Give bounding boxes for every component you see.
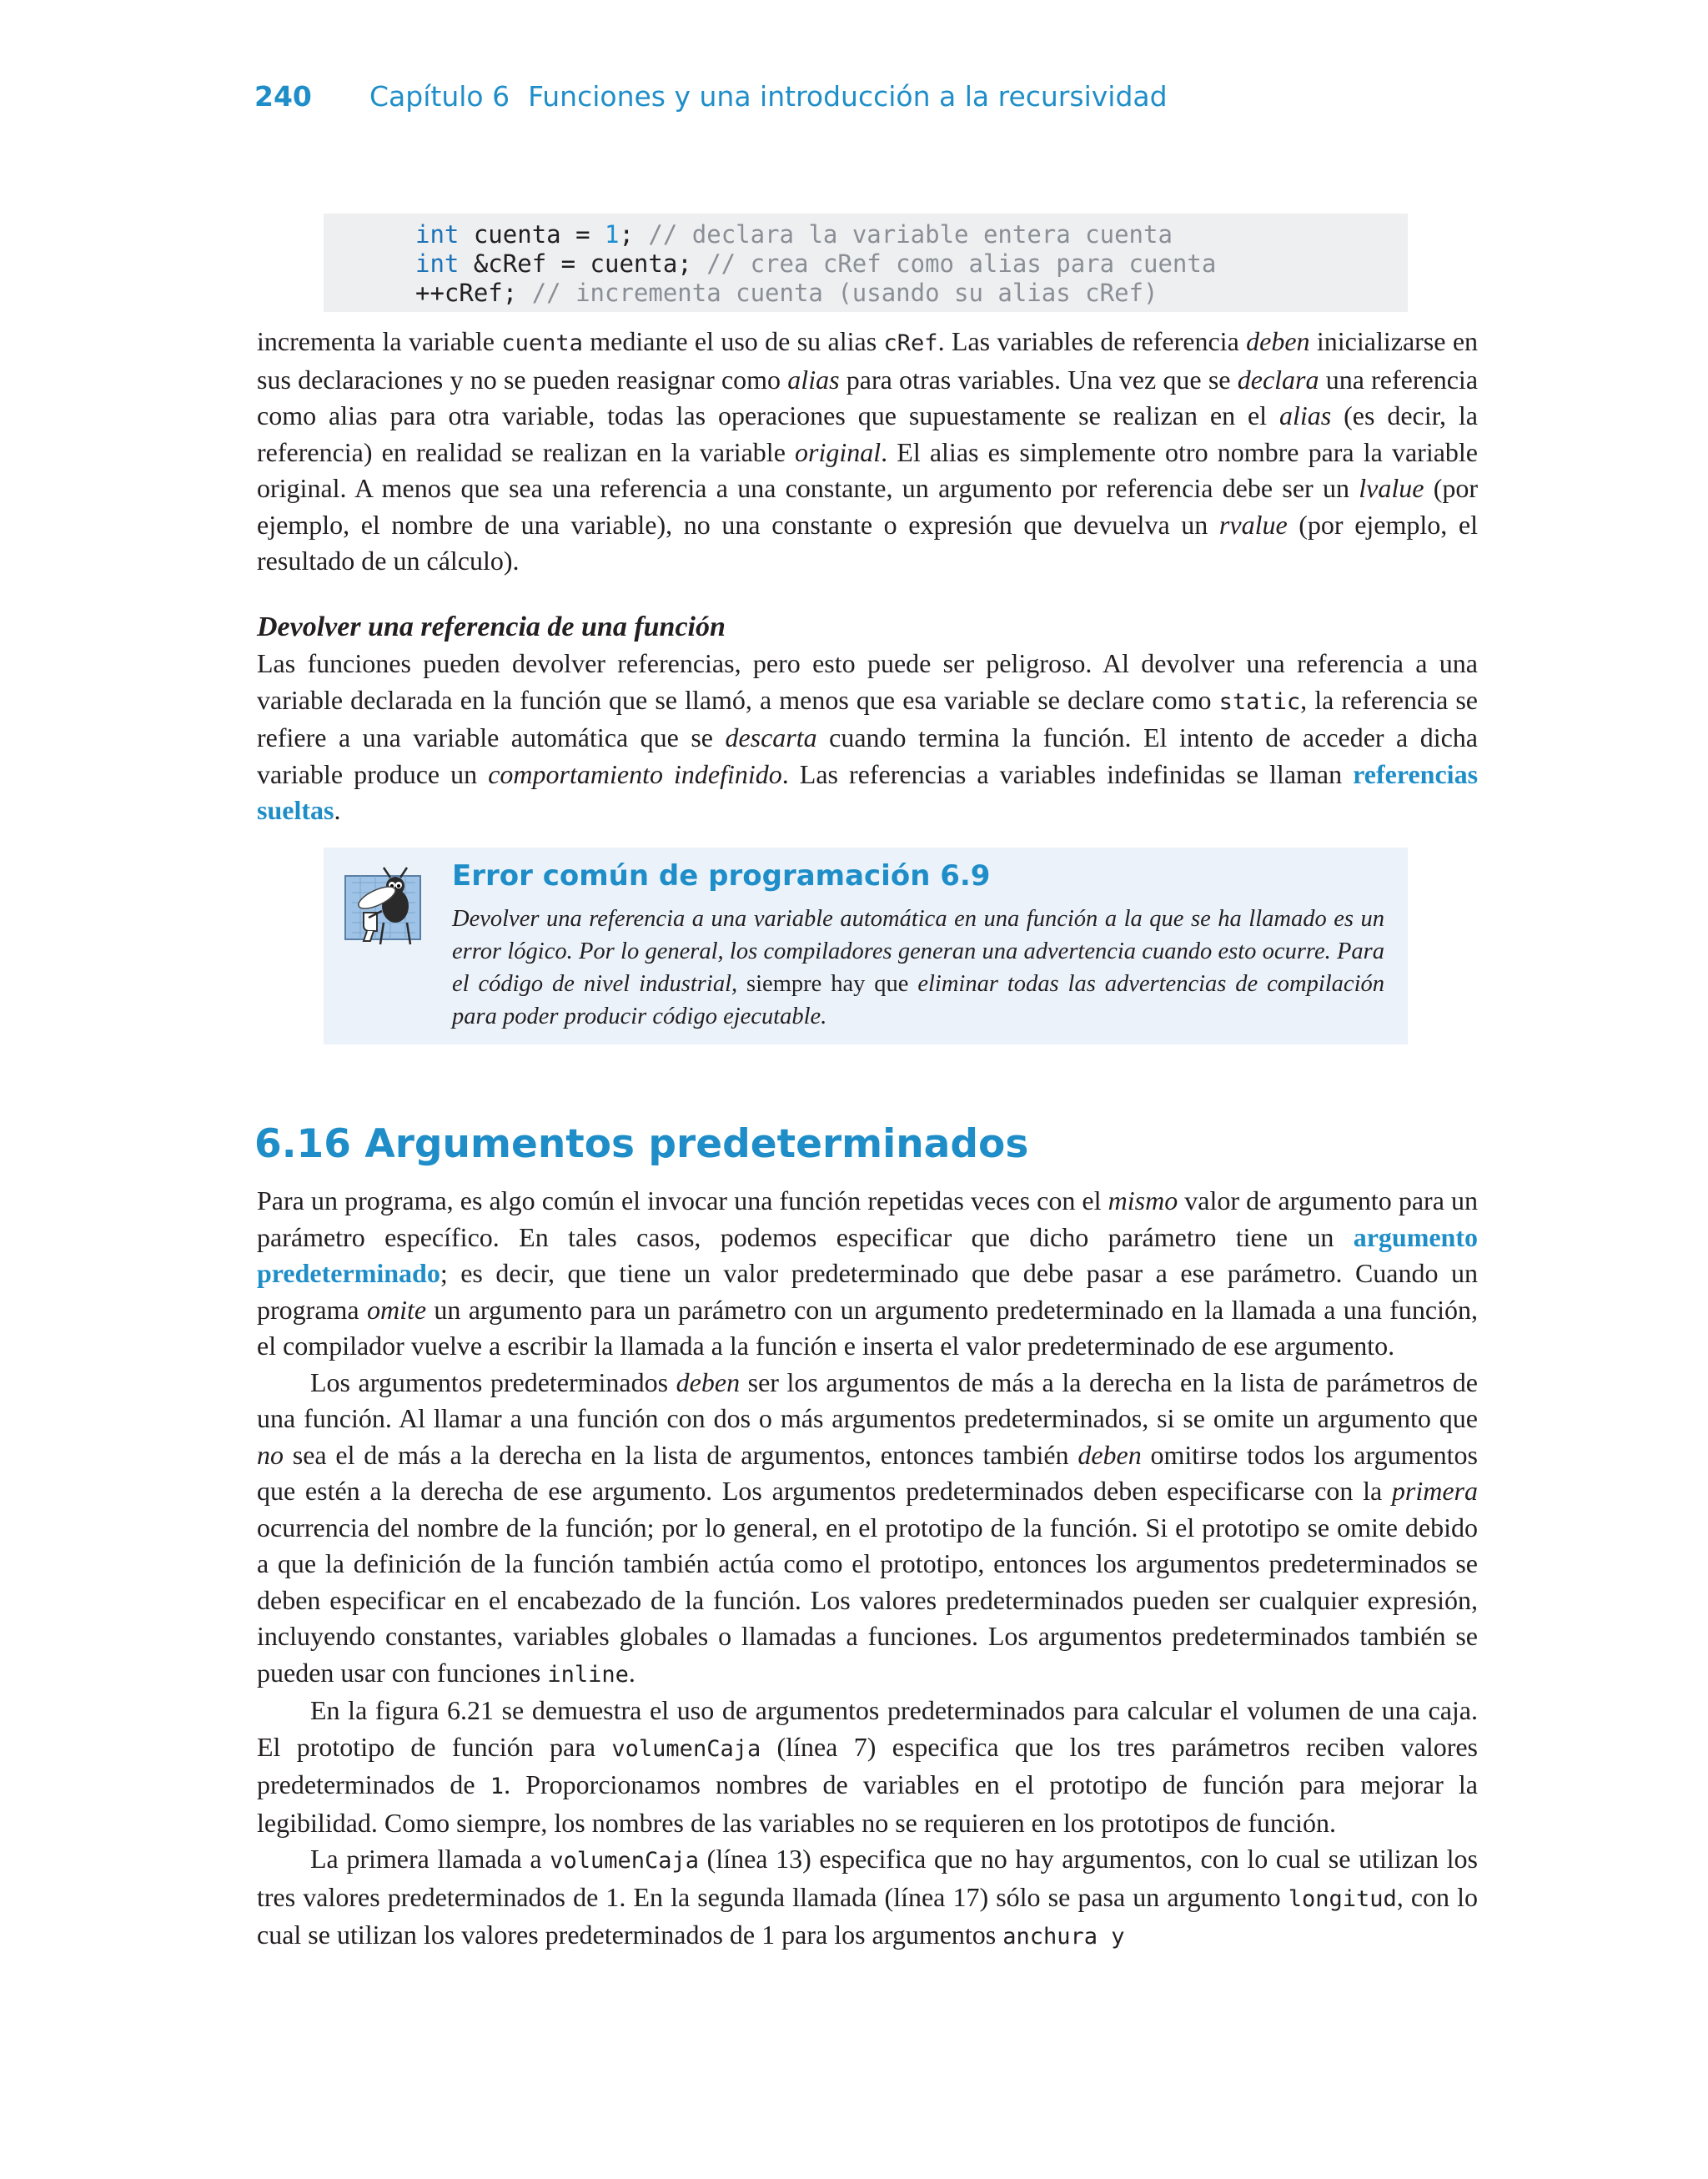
section-paragraph-1: Para un programa, es algo común el invocar una función repetidas veces con el mismo valor de argumento para un parámetro específico. En tales casos, podemos especificar que dicho parámetro tiene un argumento predeterminado; es decir, que tiene un valor predeterminado que debe pasar a ese parámetro. Cuando un programa omite un argumento para un parámetro con un argumento predeterminado en la llamada a una función, el compilador vuelve a escribir la llamada a la función e inserta el valor predeterminado de ese argumento.: [257, 1185, 1479, 1361]
page-number: 240: [254, 80, 312, 113]
subsection-body: Las funciones pueden devolver referencias, pero esto puede ser peligroso. Al devolver una referencia a una variable declarada en la función que se llamó, a menos que esa variable se declare como static, la referencia se refiere a una variable automática que se descarta cuando termina la función. El intento de acceder a dicha variable produce un comportamiento indefinido. Las referencias a variables indefinidas se llaman referencias sueltas.: [257, 648, 1479, 825]
key-term: argumento predeterminado: [257, 1221, 1478, 1288]
section-paragraph-4: La primera llamada a volumenCaja (línea 13) especifica que no hay argumentos, con lo cual se utilizan los tres valores predeterminados de 1. En la segunda llamada (línea 17) sólo se pasa un argumento longitud, con lo cual se utilizan los valores predeterminados de 1 para los argumentos anchura y: [257, 1844, 1479, 1950]
code-line-3: ++cRef; // incrementa cuenta (usando su alias cRef): [415, 279, 1158, 307]
section-body: [257, 1183, 1478, 1955]
bug-thumbs-down-icon: [344, 864, 427, 948]
subsection-return-reference: [257, 609, 1478, 829]
code-snippet: [324, 214, 1408, 312]
subsection-title: Devolver una referencia de una función: [257, 611, 726, 642]
chapter-label: Capítulo 6: [369, 80, 510, 113]
code-line-2: int &cRef = cuenta; // crea cRef como alias para cuenta: [415, 249, 1217, 278]
key-term: referencias sueltas: [257, 758, 1479, 825]
section-paragraph-2: Los argumentos predeterminados deben ser los argumentos de más a la derecha en la lista de parámetros de una función. Al llamar a una función con dos o más argumentos predeterminados, si se omite un argumento que no sea el de más a la derecha en la lista de argumentos, entonces también deben omitirse todos los argumentos que estén a la derecha de ese argumento. Los argumentos predeterminados deben especificarse con la primera ocurrencia del nombre de la función; por lo general, en el prototipo de la función. Si el prototipo se omite debido a que la definición de la función también actúa como el prototipo, entonces los argumentos predeterminados se deben especificar en el encabezado de la función. Los valores predeterminados pueden ser cualquier expresión, incluyendo constantes, variables globales o llamadas a funciones. Los argumentos predeterminados también se pueden usar con funciones inline.: [257, 1366, 1479, 1688]
chapter-title: Funciones y una introducción a la recursividad: [528, 80, 1168, 113]
tip-title: Error común de programación 6.9: [452, 859, 991, 893]
running-head: [254, 80, 1168, 113]
tip-body: Devolver una referencia a una variable automática en una función a la que se ha llamado es un error lógico. Por lo general, los compiladores generan una advertencia cuando esto ocurre. Para el código de nivel industrial, siempre hay que eliminar todas las advertencias de compilación para poder producir código ejecutable.: [452, 906, 1384, 1029]
paragraph-references: incrementa la variable cuenta mediante el uso de su alias cRef. Las variables de referencia deben inicializarse en sus declaraciones y no se pueden reasignar como alias para otras variables. Una vez que se declara una referencia como alias para otra variable, todas las operaciones que supuestamente se realizan en el alias (es decir, la referencia) en realidad se realizan en la variable original. El alias es simplemente otro nombre para la variable original. A menos que sea una referencia a una constante, un argumento por referencia debe ser un lvalue (por ejemplo, el nombre de una variable), no una constante o expresión que devuelva un rvalue (por ejemplo, el resultado de un cálculo).: [257, 326, 1479, 576]
code-line-1: int cuenta = 1; // declara la variable entera cuenta: [415, 220, 1173, 249]
common-error-box: [324, 848, 1408, 1044]
section-paragraph-3: En la figura 6.21 se demuestra el uso de argumentos predeterminados para calcular el volumen de una caja. El prototipo de función para volumenCaja (línea 7) especifica que los tres parámetros reciben valores predeterminados de 1. Proporcionamos nombres de variables en el prototipo de función para mejorar la legibilidad. Como siempre, los nombres de las variables no se requieren en los prototipos de función.: [257, 1695, 1479, 1838]
section-title: 6.16 Argumentos predeterminados: [254, 1121, 1029, 1167]
